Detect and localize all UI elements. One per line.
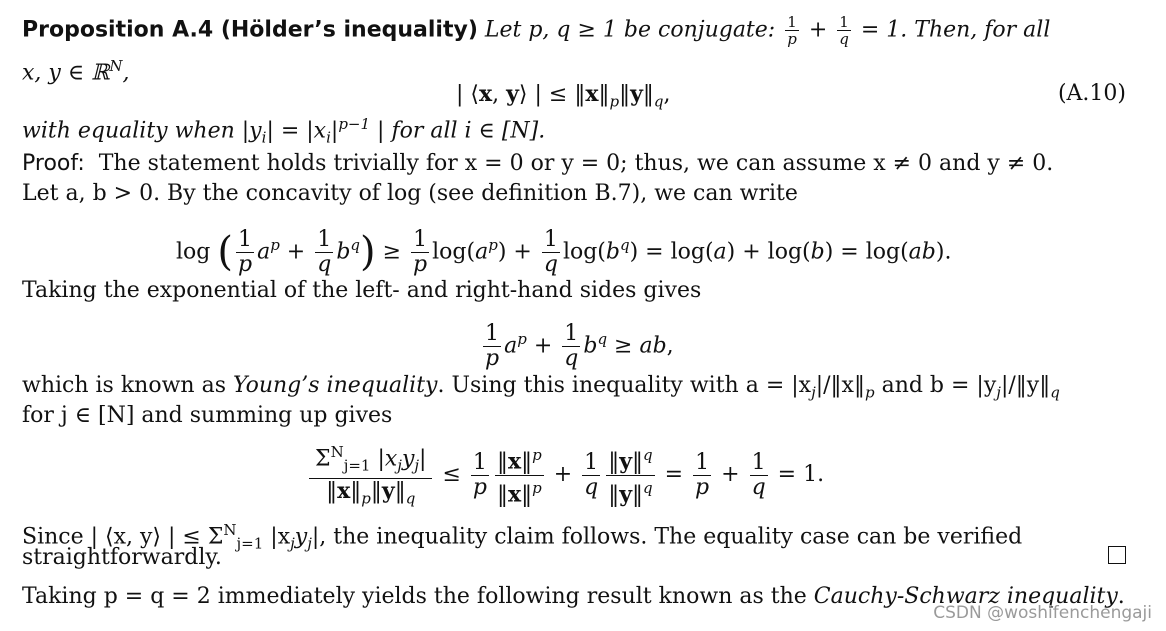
young-inequality-term: Young’s inequality <box>232 373 438 398</box>
equation-number: (A.10) <box>1057 81 1126 106</box>
proof-line-6: Since | ⟨x, y⟩ | ≤ $\Sigma^N_{j=1}$ $|x_jy_j|$, the inequality claim follows. The equality case can be verified <box>22 521 1023 553</box>
proposition-intro: Let p, q ≥ 1 be conjugate: <box>484 17 776 43</box>
proof-text-1: The statement holds trivially for x = 0 or y = 0; thus, we can assume x ≠ 0 and y ≠ 0. <box>98 151 1054 176</box>
qed-square-icon <box>1108 546 1126 564</box>
proposition-conjugacy-suffix: = 1. Then, for all <box>860 17 1051 43</box>
cauchy-schwarz-term: Cauchy-Schwarz inequality <box>813 584 1118 609</box>
proof-label: Proof: <box>22 151 85 176</box>
equality-condition: with equality when $|y_i| = |x_i|^{p-1}$ | for all i ∈ [N]. <box>22 115 546 147</box>
proof-line-4: which is known as Young’s inequality. Using this inequality with $a = |x_j|/‖x‖_p$ and $b = |y_j|/‖y‖_q$ <box>22 373 1060 402</box>
proof-line-2: Let a, b > 0. By the concavity of log (see definition B.7), we can write <box>22 181 798 206</box>
summation-display: $\frac{\Sigma^N_{j=1} |x_jy_j|}{‖x‖_p‖y‖_q}$ ≤ $\frac{1}{p}$ $\frac{‖x‖^p}{‖x‖^p}$ + $\frac{1}{q}$ $\frac{‖y‖^q}{‖y‖^q}$ = $\frac{1}{p}$ + $\frac{1}{q}$ = 1. <box>306 440 824 510</box>
proof-line-5: for j ∈ [N] and summing up gives <box>22 403 393 428</box>
holder-inequality-display: | ⟨x, y⟩ | ≤ $‖x‖_p‖y‖_q$, <box>456 81 671 111</box>
proof-line-7: straightforwardly. <box>22 545 222 570</box>
proposition-line-2: x, y ∈ ℝ$^N$, <box>22 57 130 86</box>
proposition-heading: Proposition A.4 (Hölder’s inequality) <box>22 17 478 43</box>
closing-line: Taking p = q = 2 immediately yields the following result known as the Cauchy-Schwarz inequality. <box>22 584 1125 609</box>
young-inequality-display: $\frac{1}{p}$ $a^p$ + $\frac{1}{q}$ $b^q$ ≥ ab, <box>485 320 674 371</box>
proof-line-1 <box>22 150 1053 178</box>
watermark: CSDN @woshifenchengaji <box>933 603 1152 623</box>
fraction-1-over-q: $\frac{1}{q}$ <box>839 13 849 48</box>
fraction-1-over-p: $\frac{1}{p}$ <box>787 13 797 48</box>
proposition-line-1: Proposition A.4 (Hölder’s inequality) Let p, q ≥ 1 be conjugate: $\frac{1}{p}$ + $\frac{1}{q}$ = 1. Then, for all <box>22 13 1051 48</box>
proof-line-3: Taking the exponential of the left- and right-hand sides gives <box>22 278 702 303</box>
log-concavity-display: log ( $\frac{1}{p}$ $a^p$ + $\frac{1}{q}$ $b^q$) ≥ $\frac{1}{p}$ $\log(a^p)$ + $\frac{1}{q}$ $\log(b^q) = \log(a) + \log(b) = \log(ab)$. <box>176 226 952 277</box>
